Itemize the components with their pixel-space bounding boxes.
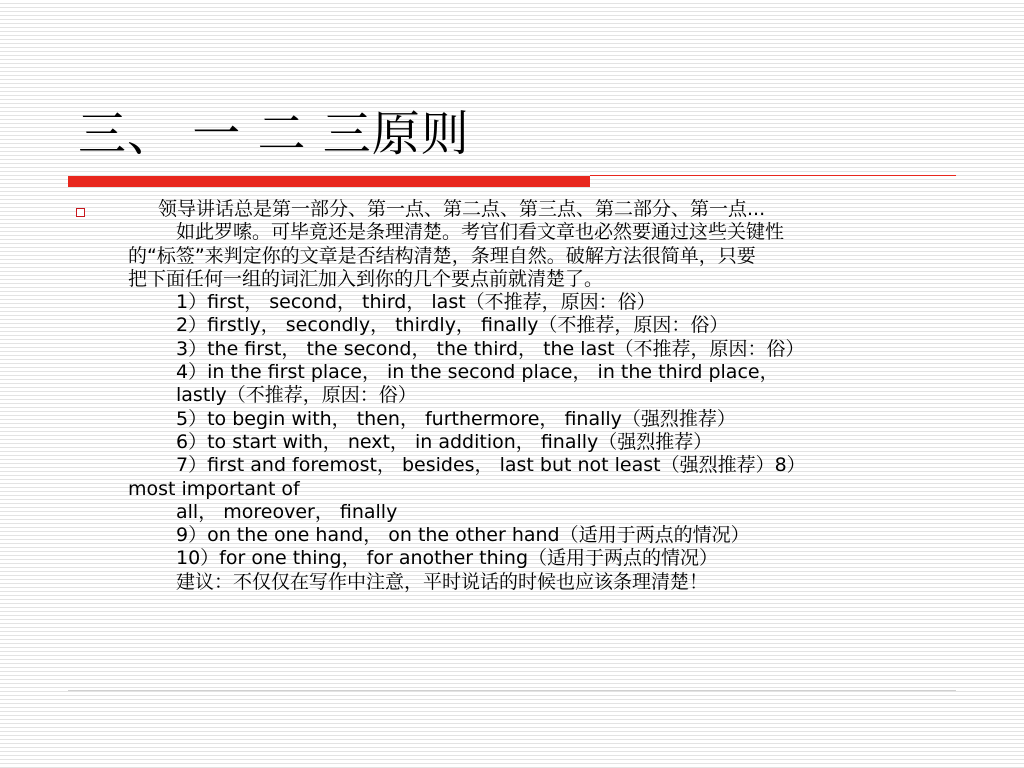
- slide-title: 三、 一 二 三原则: [78, 106, 470, 162]
- title-underline-thick: [68, 176, 590, 187]
- list-item-8-continued: all， moreover， finally: [176, 500, 398, 523]
- list-item-9: 9）on the one hand， on the other hand（适用于两点的情况）: [176, 524, 750, 547]
- list-item-8: most important of: [128, 477, 300, 500]
- intro-line-3: 的“标签”来判定你的文章是否结构清楚，条理自然。破解方法很简单，只要: [128, 244, 756, 267]
- list-item-3: 3）the first， the second， the third， the last（不推荐，原因：俗）: [176, 337, 805, 360]
- title-underline-thin: [590, 175, 956, 176]
- bullet-body-text: [128, 198, 963, 594]
- list-item-1: 1）first， second， third， last（不推荐，原因：俗）: [176, 291, 656, 314]
- intro-line-1: 领导讲话总是第一部分、第一点、第二点、第三点、第二部分、第一点...: [158, 198, 766, 220]
- list-item-7: 7）first and foremost， besides， last but not least（强烈推荐）8）: [176, 454, 806, 477]
- list-item-4-continued: lastly（不推荐，原因：俗）: [176, 384, 417, 407]
- intro-line-4: 把下面任何一组的词汇加入到你的几个要点前就清楚了。: [128, 267, 604, 290]
- footer-divider: [68, 690, 956, 691]
- list-item-5: 5）to begin with， then， furthermore， finally（强烈推荐）: [176, 407, 736, 430]
- hollow-square-bullet-icon: [76, 208, 85, 217]
- list-item-4: 4）in the first place， in the second place， in the third place，: [176, 361, 779, 384]
- advice-line: 建议：不仅仅在写作中注意，平时说话的时候也应该条理清楚！: [176, 570, 709, 593]
- intro-line-2: 如此罗嗦。可毕竟还是条理清楚。考官们看文章也必然要通过这些关键性: [176, 221, 785, 244]
- list-item-10: 10）for one thing， for another thing（适用于两点的情况）: [176, 547, 719, 570]
- list-item-2: 2）firstly， secondly， thirdly， finally（不推荐，原因：俗）: [176, 314, 729, 337]
- list-item-6: 6）to start with， next， in addition， finally（强烈推荐）: [176, 430, 713, 453]
